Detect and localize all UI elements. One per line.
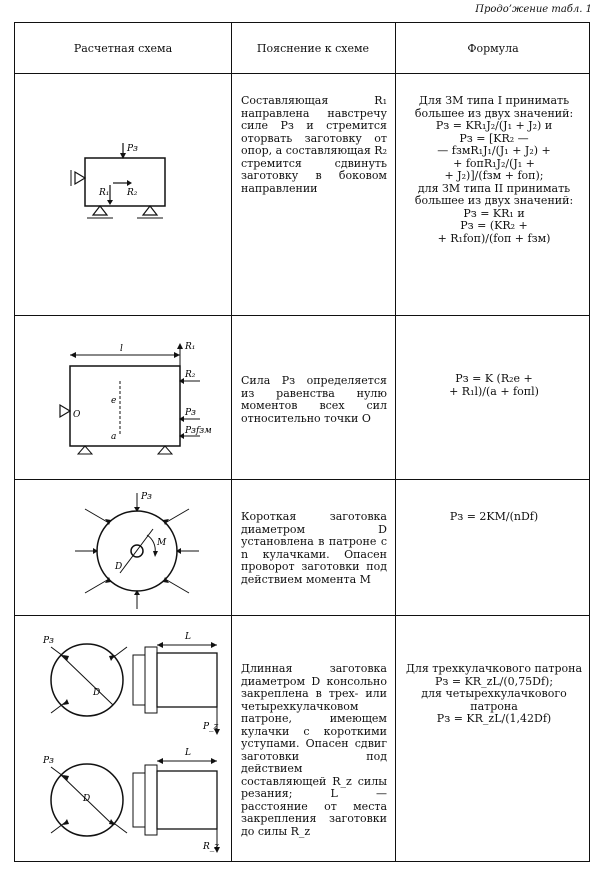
formula-line: + J₂)]/(fзм + fоп);: [444, 169, 544, 182]
row-divider: [15, 615, 589, 616]
formula-line: для четырехкулачкового патрона: [421, 687, 567, 713]
diagram-label: Pзfзм: [185, 426, 212, 436]
scheme-diagram-3: [65, 487, 205, 613]
explanation-2: Сила Pз определяется из равенства нулю моментов всех сил относительно точки O: [241, 374, 387, 425]
formula-line: Pз = KR_zL/(0,75Df);: [434, 674, 554, 688]
diagram-label: P_z: [203, 722, 219, 732]
explanation-4: Длинная заготовка диаметром D консольно закреплена в трех- или четырехкулачковом патроне, имеющем кулачки с короткими уступами. Опасен сдвиг заготовки под действием составляющей R_z силы резания; L — расстояние от места закрепления заготовки до силы R_z: [241, 662, 387, 838]
diagram-label: R₂: [185, 370, 196, 380]
explanation-1: Составляющая R₁ направлена навстречу силе Pз и стремится оторвать заготовку от опор, а составляющая R₂ стремится сдвинуть заготовку в боковом направлении: [241, 94, 387, 195]
diagram-label: R₁: [99, 188, 110, 198]
formula-line: Pз = KR₁ и: [463, 206, 525, 220]
header-scheme: Расчетная схема: [73, 41, 173, 55]
formula-line: Pз = [KR₂ —: [459, 131, 529, 145]
row-divider: [15, 479, 589, 480]
formula-line: Pз = (KR₂ +: [460, 219, 528, 232]
diagram-label: R_z: [203, 842, 220, 852]
scheme-diagram-1: [65, 123, 195, 233]
scheme-diagram-4: [37, 625, 227, 855]
diagram-label: L: [185, 748, 191, 758]
header-explanation: Пояснение к схеме: [256, 41, 370, 55]
diagram-label: O: [73, 410, 81, 420]
explanation-3: Короткая заготовка диаметром D установлена в патроне с n кулачками. Опасен проворот заготовки под действием момента M: [241, 510, 387, 586]
table-caption: Продо’жение табл. 1: [475, 4, 592, 15]
scheme-diagram-2: [45, 341, 225, 471]
header-formula: Формула: [467, 41, 519, 55]
diagram-label: Pз: [141, 492, 152, 502]
row-divider: [15, 315, 589, 316]
diagram-label: M: [157, 538, 167, 548]
formula-line: Для трехкулачкового патрона: [405, 662, 583, 675]
formula-line: + R₁l)/(a + fопl): [449, 384, 539, 398]
formula-1: [403, 95, 585, 245]
formula-line: Pз = KR₁J₂/(J₁ + J₂) и: [435, 119, 553, 132]
diagram-label: D: [115, 562, 123, 572]
formula-4: [403, 663, 585, 726]
formula-line: + R₁fоп)/(fоп + fзм): [437, 231, 551, 245]
formula-3: [403, 511, 585, 524]
diagram-label: a: [111, 432, 117, 442]
diagram-label: e: [111, 396, 117, 406]
formula-line: Pз = 2KM/(nDf): [449, 510, 539, 523]
row-divider: [15, 73, 589, 74]
formula-line: Для ЗМ типа I принимать большее из двух значений:: [414, 94, 574, 120]
formula-line: для ЗМ типа II принимать большее из двух значений:: [414, 181, 574, 207]
formula-line: + fопR₁J₂/(J₁ +: [453, 156, 535, 170]
diagram-label: Pз: [43, 756, 54, 766]
formula-line: Pз = KR_zL/(1,42Df): [436, 712, 552, 725]
diagram-label: R₁: [185, 342, 196, 352]
diagram-label: Pз: [185, 408, 196, 418]
diagram-label: D: [93, 688, 101, 698]
formula-line: Pз = K (R₂e +: [455, 372, 533, 385]
diagram-label: Pз: [127, 144, 138, 154]
diagram-label: Pз: [43, 636, 54, 646]
diagram-label: D: [83, 794, 91, 804]
diagram-label: l: [120, 344, 123, 354]
diagram-label: R₂: [127, 188, 138, 198]
column-divider: [231, 23, 232, 861]
formula-line: — fзмR₁J₁/(J₁ + J₂) +: [437, 144, 551, 157]
formula-2: [403, 373, 585, 398]
data-table: [14, 22, 590, 862]
column-divider: [395, 23, 396, 861]
diagram-label: L: [185, 632, 191, 642]
